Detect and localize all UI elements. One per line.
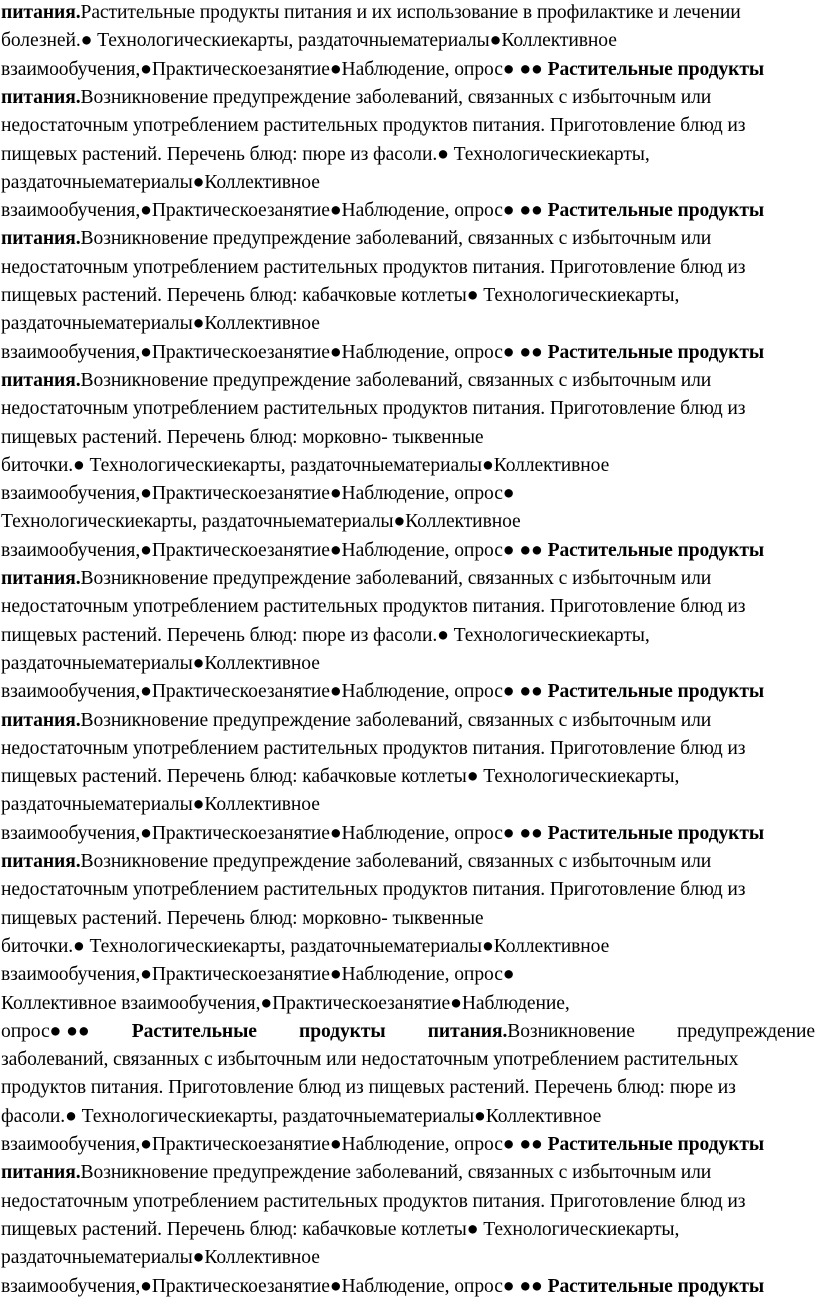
text-line (1, 593, 745, 621)
plain-text: Технологическиекарты, раздаточныематериалы●Коллективное (1, 511, 521, 533)
text-line (1, 27, 617, 55)
text-line (1, 990, 570, 1018)
plain-text: Растительные продукты питания и их использование в профилактике и лечении (80, 2, 741, 23)
plain-text: взаимообучения,●Практическоезанятие●Наблюдение, опрос● ●● (1, 822, 548, 844)
plain-text: взаимообучения,●Практическоезанятие●Наблюдение, опрос● ●● (1, 539, 548, 561)
plain-text: продуктов питания. Приготовление блюд из пищевых растений. Перечень блюд: пюре из (1, 1077, 736, 1099)
text-line (1, 1273, 764, 1299)
bold-text: Растительные продукты (547, 341, 765, 363)
plain-text: опрос● ●● (1, 1020, 90, 1042)
text-line (1, 1131, 764, 1159)
text-line (1, 848, 711, 876)
text-line (1, 1216, 679, 1244)
text-line (1, 1046, 738, 1074)
text-line (1, 678, 764, 706)
plain-text: взаимообучения,●Практическоезанятие●Наблюдение, опрос● ●● (1, 1134, 548, 1155)
text-line (1, 565, 711, 593)
plain-text: пищевых растений. Перечень блюд: пюре из фасоли.● Технологическиекарты, (1, 143, 650, 165)
plain-text: недостаточным употреблением растительных продуктов питания. Приготовление блюд из (1, 1190, 746, 1212)
plain-text: Возникновение предупреждение заболеваний, связанных с избыточным или (80, 568, 712, 589)
text-line (1, 1018, 815, 1046)
text-line (1, 1074, 736, 1102)
text-line (1, 424, 484, 452)
bold-text: Растительные продукты (547, 200, 765, 222)
plain-text: недостаточным употреблением растительных продуктов питания. Приготовление блюд из (1, 737, 746, 759)
text-line (1, 1244, 320, 1272)
plain-text: пищевых растений. Перечень блюд: кабачковые котлеты● Технологическиекарты, (1, 1218, 680, 1240)
plain-text: пищевых растений. Перечень блюд: морковно- тыквенные (1, 907, 484, 929)
text-line (1, 905, 484, 933)
text-line (1, 961, 515, 989)
plain-text: пищевых растений. Перечень блюд: пюре из фасоли.● Технологическиекарты, (1, 624, 650, 646)
plain-text: Возникновение предупреждение заболеваний, связанных с избыточным или (80, 228, 712, 250)
plain-text: Возникновение предупреждение заболеваний, связанных с избыточным или (80, 86, 712, 108)
plain-text: Возникновение (507, 1020, 635, 1042)
text-word (1, 1018, 90, 1046)
bold-text: Растительные продукты (547, 822, 765, 844)
text-line (1, 650, 320, 678)
bold-text: Растительные продукты (547, 1275, 765, 1297)
bold-text: Растительные продукты (547, 539, 765, 561)
plain-text: взаимообучения,●Практическоезанятие●Наблюдение, опрос● ●● (1, 341, 548, 363)
plain-text: Возникновение предупреждение заболеваний, связанных с избыточным или (80, 369, 712, 391)
plain-text: раздаточныематериалы●Коллективное (1, 1247, 320, 1269)
plain-text: взаимообучения,●Практическоезанятие●Наблюдение, опрос● ●● (1, 200, 548, 222)
text-word (132, 1018, 257, 1046)
bold-text: Растительные (131, 1020, 257, 1042)
text-word (677, 1018, 815, 1046)
text-line (1, 791, 320, 819)
text-line (1, 141, 650, 169)
text-line (1, 452, 609, 480)
plain-text: взаимообучения,●Практическоезанятие●Наблюдение, опрос● (1, 483, 515, 505)
plain-text: недостаточным употреблением растительных продуктов питания. Приготовление блюд из (1, 115, 746, 137)
text-line (1, 707, 711, 735)
plain-text: взаимообучения,●Практическоезанятие●Наблюдение, опрос● ●● (1, 1275, 548, 1297)
bold-text: питания. (1, 568, 81, 589)
text-line (1, 735, 745, 763)
plain-text: раздаточныематериалы●Коллективное (1, 794, 320, 816)
plain-text: взаимообучения,●Практическоезанятие●Наблюдение, опрос● ●● (1, 681, 548, 703)
plain-text: Возникновение предупреждение заболеваний, связанных с избыточным или (80, 851, 712, 872)
text-line (1, 763, 679, 791)
text-line (1, 169, 320, 197)
bold-text: питания. (1, 851, 81, 872)
text-line (1, 820, 764, 848)
plain-text: пищевых растений. Перечень блюд: кабачковые котлеты● Технологическиекарты, (1, 285, 680, 306)
plain-text: пищевых растений. Перечень блюд: морковно- тыквенные (1, 426, 484, 448)
bold-text: питания. (1, 2, 81, 23)
plain-text: недостаточным употреблением растительных продуктов питания. Приготовление блюд из (1, 596, 746, 618)
text-line (1, 1103, 601, 1131)
text-line (1, 254, 745, 282)
text-line (1, 1188, 745, 1216)
bold-text: питания. (1, 709, 81, 731)
plain-text: раздаточныематериалы●Коллективное (1, 313, 320, 335)
bold-text: Растительные продукты (547, 681, 765, 703)
bold-text: питания. (1, 1162, 81, 1184)
plain-text: биточки.● Технологическиекарты, раздаточныематериалы●Коллективное (1, 454, 610, 476)
text-line (1, 508, 521, 536)
bold-text: питания. (427, 1020, 508, 1042)
text-line (1, 197, 764, 225)
bold-text: Растительные продукты (547, 1134, 765, 1155)
text-line (1, 367, 711, 395)
plain-text: фасоли.● Технологическиекарты, раздаточныематериалы●Коллективное (1, 1105, 602, 1127)
plain-text: пищевых растений. Перечень блюд: кабачковые котлеты● Технологическиекарты, (1, 766, 680, 788)
text-word (299, 1018, 386, 1046)
text-line (1, 933, 609, 961)
text-line (1, 225, 711, 253)
text-line (1, 0, 741, 27)
bold-text: продукты (299, 1020, 386, 1042)
bold-text: питания. (1, 228, 81, 250)
text-word (428, 1018, 635, 1046)
text-line (1, 339, 764, 367)
plain-text: недостаточным употреблением растительных продуктов питания. Приготовление блюд из (1, 879, 746, 901)
plain-text: взаимообучения,●Практическоезанятие●Наблюдение, опрос● (1, 964, 515, 986)
plain-text: заболеваний, связанных с избыточным или недостаточным употреблением растительных (1, 1049, 739, 1071)
plain-text: Возникновение предупреждение заболеваний, связанных с избыточным или (80, 709, 712, 731)
plain-text: Коллективное взаимообучения,●Практическоезанятие●Наблюдение, (1, 992, 570, 1014)
plain-text: болезней.● Технологическиекарты, раздаточныематериалы●Коллективное (1, 30, 617, 52)
plain-text: недостаточным употреблением растительных продуктов питания. Приготовление блюд из (1, 398, 746, 420)
text-line (1, 395, 745, 423)
plain-text: раздаточныематериалы●Коллективное (1, 652, 320, 674)
plain-text: биточки.● Технологическиекарты, раздаточныематериалы●Коллективное (1, 935, 610, 957)
text-line (1, 1159, 711, 1187)
text-line (1, 84, 711, 112)
plain-text: недостаточным употреблением растительных продуктов питания. Приготовление блюд из (1, 256, 746, 278)
plain-text: раздаточныематериалы●Коллективное (1, 171, 320, 193)
plain-text: Возникновение предупреждение заболеваний, связанных с избыточным или (80, 1162, 712, 1184)
text-line (1, 537, 764, 565)
text-line (1, 282, 679, 310)
text-line (1, 56, 764, 84)
text-line (1, 480, 515, 508)
text-line (1, 112, 745, 140)
bold-text: Растительные продукты (547, 58, 765, 80)
plain-text: предупреждение (677, 1020, 815, 1042)
text-line (1, 310, 320, 338)
text-line (1, 622, 650, 650)
text-line (1, 876, 745, 904)
bold-text: питания. (1, 369, 81, 391)
plain-text: взаимообучения,●Практическоезанятие●Наблюдение, опрос● ●● (1, 58, 548, 80)
bold-text: питания. (1, 86, 81, 108)
